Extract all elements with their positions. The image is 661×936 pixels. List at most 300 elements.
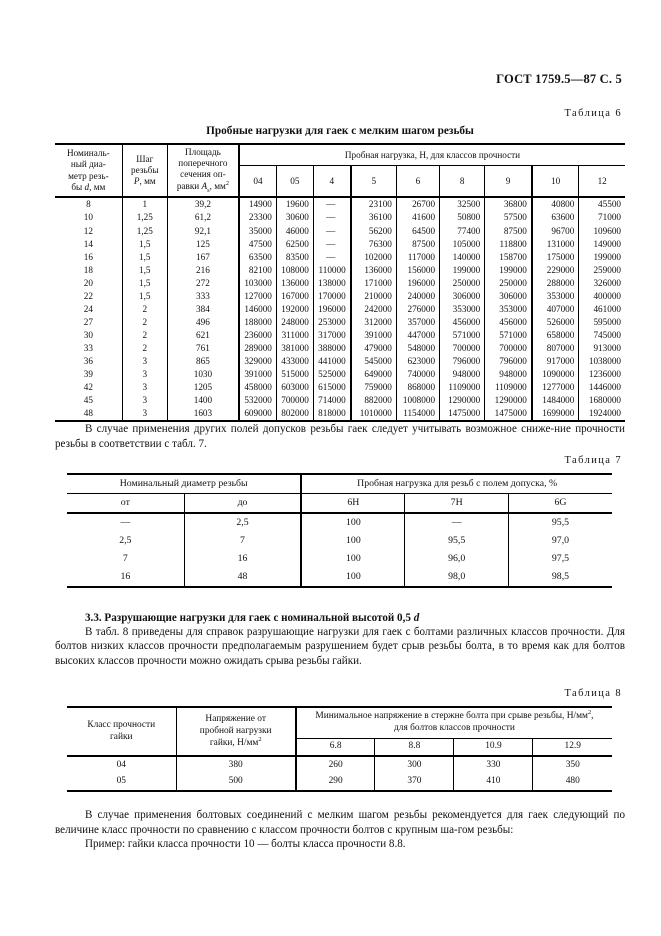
table6-cell-v0: 532000 xyxy=(239,394,276,407)
table6-cell-a: 216 xyxy=(167,264,239,277)
table7-cell-from: — xyxy=(67,513,184,532)
table6-cell-v0: 103000 xyxy=(239,277,276,290)
paragraph-after-table6: В случае применения других полей допусков резьбы гаек следует учитывать возможное сниже-ние прочности резьбы в соответствии с табл. 7. xyxy=(55,423,625,450)
table-row xyxy=(55,211,625,224)
table6-cell-v5: 353000 xyxy=(440,303,485,316)
table6-cell-v3: 210000 xyxy=(351,290,397,303)
table7-header-7H: 7H xyxy=(405,493,509,512)
table6-cell-v6: 571000 xyxy=(485,329,532,342)
table6-header-diameter xyxy=(55,144,122,197)
table6-header-area xyxy=(167,144,239,197)
table6-cell-v8: 199000 xyxy=(579,251,625,264)
section-3-3-heading xyxy=(55,611,625,625)
table6-cell-a: 92,1 xyxy=(167,224,239,237)
table8-header-row-1 xyxy=(67,707,612,738)
table6-cell-v2: — xyxy=(313,251,350,264)
table7-cell-6G: 97,0 xyxy=(508,532,612,550)
table6-cell-v6: 118800 xyxy=(485,237,532,250)
table6-cell-v5: 1109000 xyxy=(440,381,485,394)
table-row xyxy=(67,513,612,532)
table6-header-span: Пробная нагрузка, Н, для классов прочности xyxy=(239,144,625,166)
table8-cell-v3: 350 xyxy=(533,756,612,773)
table6-class-8: 8 xyxy=(440,166,485,197)
table6-cell-v1: 603000 xyxy=(276,381,313,394)
table7-header-group-right: Пробная нагрузка для резьб с полем допуска, % xyxy=(301,474,612,493)
table8-cell-v0: 290 xyxy=(296,774,375,791)
table6-cell-v6: 158700 xyxy=(485,251,532,264)
table6-header-pitch-l3: P, мм xyxy=(133,176,156,187)
table7-header-from: от xyxy=(67,493,184,512)
table6-cell-v2: — xyxy=(313,224,350,237)
table6-cell-v4: 357000 xyxy=(396,316,439,329)
table6-header-pitch-l2: резьбы xyxy=(131,165,159,176)
table8-header-span-l2: для болтов классов прочности xyxy=(394,722,515,733)
table6-cell-v3: 882000 xyxy=(351,394,397,407)
table6-cell-v5: 140000 xyxy=(440,251,485,264)
table-row xyxy=(55,381,625,394)
table6-cell-v4: 447000 xyxy=(396,329,439,342)
table6-cell-v5: 1290000 xyxy=(440,394,485,407)
table6-cell-d: 39 xyxy=(83,369,93,380)
table-row xyxy=(55,264,625,277)
table6-cell-d: 16 xyxy=(83,251,93,262)
table6-cell-v6: 87500 xyxy=(485,224,532,237)
table6-class-04: 04 xyxy=(239,166,276,197)
table6-cell-v6: 1475000 xyxy=(485,407,532,421)
table6-cell-v4: 156000 xyxy=(396,264,439,277)
table6-cell-v3: 136000 xyxy=(351,264,397,277)
table7-cell-6G: 95,5 xyxy=(508,513,612,532)
table6-cell-d: 27 xyxy=(83,316,93,327)
table6-cell-v0: 47500 xyxy=(239,237,276,250)
table6-cell-v7: 1277000 xyxy=(532,381,579,394)
table6-cell-v8: 913000 xyxy=(579,342,625,355)
table6-cell-v4: 64500 xyxy=(396,224,439,237)
table6-cell-v7: 407000 xyxy=(532,303,579,316)
table6-cell-v7: 1699000 xyxy=(532,407,579,421)
table-row xyxy=(55,224,625,237)
table6-cell-a: 1030 xyxy=(167,368,239,381)
table6-class-4: 4 xyxy=(313,166,350,197)
table6-cell-v6: 57500 xyxy=(485,211,532,224)
final-paragraph: В случае применения болтовых соединений с мелким шагом резьбы рекомендуется для гаек следующий по величине класс прочности по сравнению с классом прочности болтов с крупным ша-гом резьбы: xyxy=(55,809,625,836)
table6-cell-v7: 526000 xyxy=(532,316,579,329)
table6-cell-v7: 658000 xyxy=(532,329,579,342)
table6-cell-v0: 35000 xyxy=(239,224,276,237)
table6-cell-v6: 948000 xyxy=(485,368,532,381)
table6-cell-v5: 32500 xyxy=(440,197,485,211)
table8-class-6-8: 6.8 xyxy=(296,738,375,756)
table6-title: Пробные нагрузки для гаек с мелким шагом резьбы xyxy=(206,125,474,137)
table6-cell-p: 1,25 xyxy=(122,211,167,224)
table6-cell-d: 30 xyxy=(83,329,93,340)
table8-cell-v2: 410 xyxy=(454,774,533,791)
table-row xyxy=(55,237,625,250)
table-row xyxy=(67,774,612,791)
table7-header-to: до xyxy=(184,493,301,512)
table6-cell-v1: 62500 xyxy=(276,237,313,250)
table6-cell-v0: 329000 xyxy=(239,355,276,368)
table7-cell-6H: 100 xyxy=(301,532,405,550)
table7-cell-to: 16 xyxy=(184,550,301,568)
table6-cell-p: 3 xyxy=(122,355,167,368)
table6-cell-v3: 242000 xyxy=(351,303,397,316)
table6-cell-v3: 1010000 xyxy=(351,407,397,421)
table6-cell-v6: 250000 xyxy=(485,277,532,290)
table6-cell-v3: 76300 xyxy=(351,237,397,250)
table6-cell-v4: 1154000 xyxy=(396,407,439,421)
table6-cell-v0: 23300 xyxy=(239,211,276,224)
table6-cell-v4: 868000 xyxy=(396,381,439,394)
table6-cell-a: 865 xyxy=(167,355,239,368)
table6-cell-v1: 700000 xyxy=(276,394,313,407)
table6-cell-v7: 353000 xyxy=(532,290,579,303)
table6-header-area-l1: Площадь xyxy=(184,147,221,157)
table8-header-nut-class-l1: Класс прочности xyxy=(87,719,156,730)
table6-cell-v8: 109600 xyxy=(579,224,625,237)
table6-cell-v1: 381000 xyxy=(276,342,313,355)
table6-cell-v0: 146000 xyxy=(239,303,276,316)
table7-cell-from: 7 xyxy=(122,552,128,564)
table8-header-proof-stress-l1: Напряжение от xyxy=(205,714,266,725)
table8-class-12-9: 12.9 xyxy=(533,738,612,756)
table6-cell-v2: 441000 xyxy=(313,355,350,368)
table6-header-diameter-l2: ный диа- xyxy=(70,159,106,170)
table7-header-6H: 6H xyxy=(301,493,405,512)
table6-cell-d: 33 xyxy=(83,342,93,353)
table6-cell-v0: 63500 xyxy=(239,251,276,264)
table-row xyxy=(55,197,625,211)
table6-cell-v3: 312000 xyxy=(351,316,397,329)
table6-cell-v0: 289000 xyxy=(239,342,276,355)
table6-cell-v5: 199000 xyxy=(440,264,485,277)
table6-cell-v3: 545000 xyxy=(351,355,397,368)
table6-cell-v8: 400000 xyxy=(579,290,625,303)
table6-cell-v0: 188000 xyxy=(239,316,276,329)
table-row xyxy=(67,756,612,773)
table8-header-proof-stress-l3: гайки, $Н/мм^2$ xyxy=(209,735,262,748)
table7-cell-7H: 98,0 xyxy=(405,568,509,587)
table6-cell-v6: 199000 xyxy=(485,264,532,277)
table6-cell-v3: 102000 xyxy=(351,251,397,264)
table8-cell-v0: 260 xyxy=(296,756,375,773)
table6-cell-v2: 196000 xyxy=(313,303,350,316)
table7-cell-to: 48 xyxy=(184,568,301,587)
table6-cell-v1: 192000 xyxy=(276,303,313,316)
table6-cell-v5: 105000 xyxy=(440,237,485,250)
table6-cell-a: 39,2 xyxy=(167,197,239,211)
table7-cell-7H: 95,5 xyxy=(405,532,509,550)
table6-cell-d: 20 xyxy=(83,277,93,288)
table8 xyxy=(67,706,612,792)
table-row xyxy=(55,303,625,316)
table6-cell-v3: 649000 xyxy=(351,368,397,381)
table6-cell-p: 1,5 xyxy=(122,251,167,264)
table6-cell-v6: 700000 xyxy=(485,342,532,355)
table6-cell-a: 333 xyxy=(167,290,239,303)
table7-cell-from: 2,5 xyxy=(119,534,132,546)
table7-cell-from: 16 xyxy=(67,568,184,587)
table8-cell-v1: 300 xyxy=(375,756,454,773)
table6-cell-v1: 167000 xyxy=(276,290,313,303)
table6-cell-v3: 391000 xyxy=(351,329,397,342)
table6-cell-a: 1205 xyxy=(167,381,239,394)
table6-cell-p: 3 xyxy=(122,407,167,421)
table6-cell-d: 36 xyxy=(83,355,93,366)
table6-cell-v2: 388000 xyxy=(313,342,350,355)
table7-header-group-left: Номинальный диаметр резьбы xyxy=(67,474,301,493)
table6-cell-v4: 41600 xyxy=(396,211,439,224)
table-row xyxy=(55,355,625,368)
table8-header-proof-stress xyxy=(176,707,296,756)
table6-cell-p: 1,5 xyxy=(122,264,167,277)
table8-cell-v1: 370 xyxy=(375,774,454,791)
table6-cell-v2: 170000 xyxy=(313,290,350,303)
final-example: Пример: гайки класса прочности 10 — болты класса прочности 8.8. xyxy=(85,837,406,850)
table6-cell-v8: 1680000 xyxy=(579,394,625,407)
table6-cell-p: 1,25 xyxy=(122,224,167,237)
table6-class-05: 05 xyxy=(276,166,313,197)
table6-cell-v7: 96700 xyxy=(532,224,579,237)
table6-cell-v7: 175000 xyxy=(532,251,579,264)
table8-class-10-9: 10.9 xyxy=(454,738,533,756)
table6-cell-v1: 30600 xyxy=(276,211,313,224)
table-row xyxy=(55,368,625,381)
table7-cell-6H: 100 xyxy=(301,550,405,568)
table6-cell-a: 1400 xyxy=(167,394,239,407)
table6-cell-v2: 615000 xyxy=(313,381,350,394)
table6-header-pitch xyxy=(122,144,167,197)
table6-cell-v6: 306000 xyxy=(485,290,532,303)
table6-cell-v1: 802000 xyxy=(276,407,313,421)
table7-cell-6H: 100 xyxy=(301,568,405,587)
table6-cell-v6: 1290000 xyxy=(485,394,532,407)
table6-cell-v5: 456000 xyxy=(440,316,485,329)
table6-header-pitch-l1: Шаг xyxy=(136,153,154,164)
table6-header-area-l4: равки $A_s$, $мм^2$ xyxy=(176,179,229,194)
table6-cell-v7: 229000 xyxy=(532,264,579,277)
table6-header-diameter-l3: метр резь- xyxy=(68,170,109,181)
document-reference-header: ГОСТ 1759.5—87 С. 5 xyxy=(496,72,622,86)
table6-cell-p: 2 xyxy=(122,303,167,316)
table8-header-span xyxy=(296,707,612,738)
table6-cell-v5: 50800 xyxy=(440,211,485,224)
table6-cell-d: 18 xyxy=(83,264,93,275)
table6-cell-v4: 117000 xyxy=(396,251,439,264)
table6-cell-v8: 1924000 xyxy=(579,407,625,421)
table7-cell-6G: 98,5 xyxy=(508,568,612,587)
table6-cell-v7: 807000 xyxy=(532,342,579,355)
table6-cell-v5: 77400 xyxy=(440,224,485,237)
table8-header-span-l1: Минимальное напряжение в стержне болта при срыве резьбы, $Н/мм^2$, xyxy=(315,709,594,722)
table6-class-5: 5 xyxy=(351,166,397,197)
table-row xyxy=(55,316,625,329)
section-3-3-heading-italic: d xyxy=(413,611,420,624)
table6-cell-v8: 745000 xyxy=(579,329,625,342)
table6-cell-p: 3 xyxy=(122,381,167,394)
table6-cell-v7: 1484000 xyxy=(532,394,579,407)
table6-cell-v8: 1236000 xyxy=(579,368,625,381)
table6-cell-v2: — xyxy=(313,211,350,224)
table6-cell-v4: 240000 xyxy=(396,290,439,303)
table6-cell-v2: — xyxy=(313,237,350,250)
table6-cell-v0: 391000 xyxy=(239,368,276,381)
table6-cell-v4: 26700 xyxy=(396,197,439,211)
table6-cell-v1: 83500 xyxy=(276,251,313,264)
table6-cell-v7: 288000 xyxy=(532,277,579,290)
table6-cell-a: 61,2 xyxy=(167,211,239,224)
final-section xyxy=(55,808,625,851)
table6-cell-a: 167 xyxy=(167,251,239,264)
table6-cell-v2: 525000 xyxy=(313,368,350,381)
table6-caption: Таблица 6 xyxy=(564,108,622,119)
table6-cell-v8: 326000 xyxy=(579,277,625,290)
table6-class-10: 10 xyxy=(532,166,579,197)
table6-header-row-1 xyxy=(55,144,625,166)
table6-cell-v3: 171000 xyxy=(351,277,397,290)
table6-cell-v6: 36800 xyxy=(485,197,532,211)
table6 xyxy=(55,143,625,422)
table6-cell-a: 384 xyxy=(167,303,239,316)
table6-cell-v0: 14900 xyxy=(239,197,276,211)
page-content xyxy=(55,0,625,851)
table6-cell-v5: 948000 xyxy=(440,368,485,381)
table8-header-proof-stress-l2: пробной нагрузки xyxy=(199,725,272,736)
table6-cell-p: 2 xyxy=(122,342,167,355)
table7-cell-6H: 100 xyxy=(301,513,405,532)
table6-cell-v1: 136000 xyxy=(276,277,313,290)
table6-cell-v2: 818000 xyxy=(313,407,350,421)
table7-caption: Таблица 7 xyxy=(564,454,622,466)
table6-cell-v1: 248000 xyxy=(276,316,313,329)
table8-class-8-8: 8.8 xyxy=(375,738,454,756)
table6-cell-v5: 306000 xyxy=(440,290,485,303)
table6-cell-a: 125 xyxy=(167,237,239,250)
table6-class-6: 6 xyxy=(396,166,439,197)
table6-cell-d: 12 xyxy=(83,225,93,236)
table6-cell-v5: 1475000 xyxy=(440,407,485,421)
table6-header-diameter-l1: Номиналь- xyxy=(67,148,110,159)
table7-header-row-2 xyxy=(67,493,612,512)
table6-cell-d: 14 xyxy=(83,238,93,249)
table6-cell-v0: 609000 xyxy=(239,407,276,421)
table6-cell-v0: 458000 xyxy=(239,381,276,394)
table6-cell-v6: 456000 xyxy=(485,316,532,329)
table6-cell-v6: 353000 xyxy=(485,303,532,316)
table-row xyxy=(55,251,625,264)
table6-cell-d: 42 xyxy=(83,382,93,393)
table6-cell-v4: 548000 xyxy=(396,342,439,355)
table6-cell-v3: 479000 xyxy=(351,342,397,355)
table6-cell-v0: 236000 xyxy=(239,329,276,342)
table6-cell-v4: 1008000 xyxy=(396,394,439,407)
table7-cell-to: 7 xyxy=(184,532,301,550)
table8-header-nut-class xyxy=(67,707,176,756)
table6-cell-v4: 276000 xyxy=(396,303,439,316)
table6-cell-v1: 19600 xyxy=(276,197,313,211)
table6-cell-v1: 433000 xyxy=(276,355,313,368)
table8-caption: Таблица 8 xyxy=(564,688,622,700)
table6-cell-v1: 515000 xyxy=(276,368,313,381)
table6-cell-p: 2 xyxy=(122,316,167,329)
table6-cell-v8: 461000 xyxy=(579,303,625,316)
table6-cell-v8: 1038000 xyxy=(579,355,625,368)
table8-cell-v3: 480 xyxy=(533,774,612,791)
table7 xyxy=(67,473,612,588)
table8-cell-stress: 500 xyxy=(176,774,296,791)
table-row xyxy=(55,290,625,303)
section-3-3 xyxy=(55,611,625,669)
table6-cell-v8: 1446000 xyxy=(579,381,625,394)
table6-cell-v4: 740000 xyxy=(396,368,439,381)
table6-cell-a: 761 xyxy=(167,342,239,355)
table8-header-nut-class-l2: гайки xyxy=(109,731,133,742)
table6-cell-p: 1,5 xyxy=(122,290,167,303)
table6-cell-v2: 317000 xyxy=(313,329,350,342)
table-row xyxy=(55,277,625,290)
table6-cell-v7: 40800 xyxy=(532,197,579,211)
table8-cell-class: 04 xyxy=(67,756,176,773)
table6-cell-v4: 623000 xyxy=(396,355,439,368)
table6-cell-p: 3 xyxy=(122,368,167,381)
table6-class-9: 9 xyxy=(485,166,532,197)
table6-cell-v2: 714000 xyxy=(313,394,350,407)
table-row xyxy=(55,394,625,407)
table7-cell-7H: — xyxy=(405,513,509,532)
table6-cell-v2: — xyxy=(313,197,350,211)
table6-cell-d: 48 xyxy=(55,407,122,421)
table-row xyxy=(67,532,612,550)
table6-class-12: 12 xyxy=(579,166,625,197)
table7-header-6G: 6G xyxy=(508,493,612,512)
table6-cell-d: 10 xyxy=(83,212,93,223)
table-row xyxy=(67,550,612,568)
table6-cell-v8: 259000 xyxy=(579,264,625,277)
table6-cell-v2: 253000 xyxy=(313,316,350,329)
section-3-3-heading-text: 3.3. Разрушающие нагрузки для гаек с номинальной высотой 0,5 xyxy=(85,611,414,624)
table6-cell-a: 1603 xyxy=(167,407,239,421)
table6-cell-v7: 1090000 xyxy=(532,368,579,381)
table6-cell-v1: 46000 xyxy=(276,224,313,237)
table6-cell-p: 1,5 xyxy=(122,237,167,250)
table8-cell-v2: 330 xyxy=(454,756,533,773)
table6-cell-d: 45 xyxy=(83,395,93,406)
table6-cell-d: 8 xyxy=(55,197,122,211)
table7-cell-7H: 96,0 xyxy=(405,550,509,568)
table6-cell-v4: 87500 xyxy=(396,237,439,250)
table6-cell-p: 2 xyxy=(122,329,167,342)
table-row xyxy=(55,342,625,355)
table6-cell-d: 22 xyxy=(83,290,93,301)
table6-cell-a: 272 xyxy=(167,277,239,290)
table6-cell-v8: 149000 xyxy=(579,237,625,250)
table6-cell-v6: 796000 xyxy=(485,355,532,368)
table6-cell-d: 24 xyxy=(83,303,93,314)
table6-cell-p: 1 xyxy=(122,197,167,211)
table6-cell-a: 496 xyxy=(167,316,239,329)
table-row xyxy=(67,568,612,587)
table6-cell-v3: 56200 xyxy=(351,224,397,237)
table6-cell-v1: 311000 xyxy=(276,329,313,342)
table8-cell-class: 05 xyxy=(67,774,176,791)
table6-cell-v5: 571000 xyxy=(440,329,485,342)
table6-cell-v2: 110000 xyxy=(313,264,350,277)
table6-cell-v3: 36100 xyxy=(351,211,397,224)
table7-cell-to: 2,5 xyxy=(184,513,301,532)
table6-cell-v1: 108000 xyxy=(276,264,313,277)
table6-header-area-l3: сечения оп- xyxy=(180,169,226,180)
table6-cell-v3: 759000 xyxy=(351,381,397,394)
